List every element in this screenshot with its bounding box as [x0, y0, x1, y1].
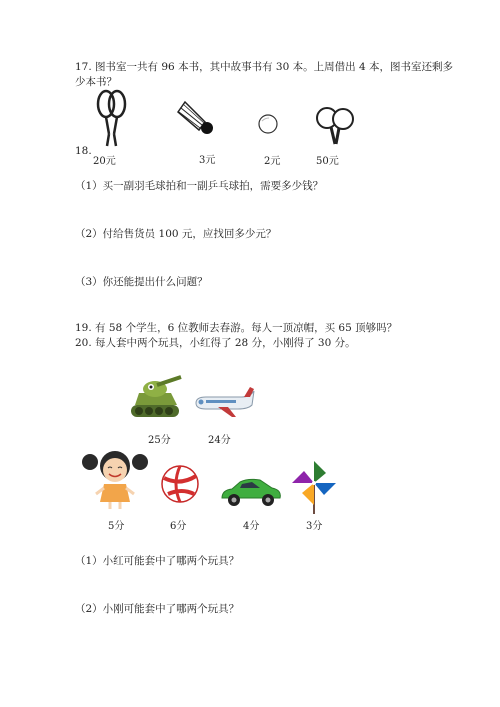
- doll-icon: [80, 446, 150, 510]
- q20-text: 20. 每人套中两个玩具，小红得了 28 分，小刚得了 30 分。: [75, 337, 356, 349]
- tank-icon: [127, 371, 185, 421]
- score-doll: 5分: [108, 521, 125, 532]
- shuttlecock-icon: [175, 100, 215, 136]
- q18-number: 18.: [75, 145, 92, 157]
- price-paddle: 50元: [316, 156, 339, 167]
- pinwheel-icon: [292, 459, 336, 515]
- q20-sub1: （1）小红可能套中了哪两个玩具？: [75, 555, 240, 567]
- car-icon: [218, 476, 284, 508]
- price-racket: 20元: [93, 156, 116, 167]
- score-ball: 6分: [170, 521, 187, 532]
- airplane-icon: [192, 387, 256, 419]
- ping-pong-paddle-icon: [314, 105, 358, 147]
- q17-line1: 17. 图书室一共有 96 本书，其中故事书有 30 本。上周借出 4 本，图书室还剩多: [75, 61, 453, 73]
- ball-icon: [160, 464, 200, 504]
- q18-sub1: （1）买一副羽毛球拍和一副乒乓球拍，需要多少钱？: [75, 180, 324, 192]
- score-pinwheel: 3分: [306, 521, 323, 532]
- score-airplane: 24分: [208, 435, 231, 446]
- score-tank: 25分: [148, 435, 171, 446]
- q20-sub2: （2）小刚可能套中了哪两个玩具？: [75, 603, 240, 615]
- q18-sub3: （3）你还能提出什么问题？: [75, 276, 208, 288]
- q17-line2: 少本书？: [75, 76, 117, 88]
- q18-sub2: （2）付给售货员 100 元，应找回多少元？: [75, 228, 277, 240]
- price-ball: 2元: [264, 156, 281, 167]
- score-car: 4分: [243, 521, 260, 532]
- price-shuttlecock: 3元: [199, 155, 216, 166]
- q19-text: 19. 有 58 个学生，6 位教师去春游。每人一顶凉帽，买 65 顶够吗？: [75, 322, 398, 334]
- badminton-racket-icon: [96, 88, 128, 148]
- ping-pong-ball-icon: [257, 113, 279, 135]
